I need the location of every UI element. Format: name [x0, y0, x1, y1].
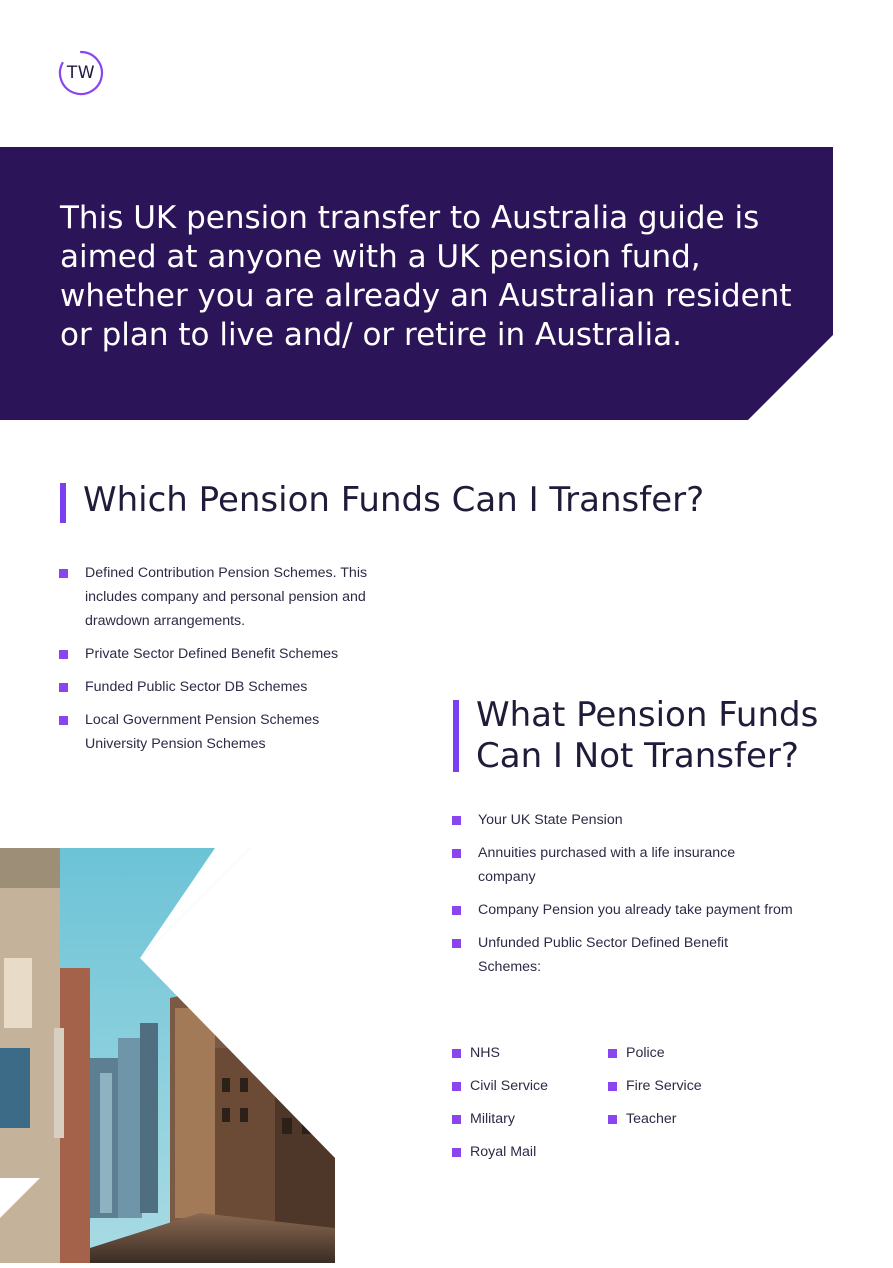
bullet-square-icon — [452, 1082, 461, 1091]
bullet-square-icon — [452, 849, 461, 858]
bullet-square-icon — [608, 1049, 617, 1058]
transfer-heading: Which Pension Funds Can I Transfer? — [83, 480, 704, 521]
public-sector-list-left — [452, 1041, 592, 1173]
list-item: Private Sector Defined Benefit Schemes — [59, 642, 409, 666]
banner-text: This UK pension transfer to Australia guide is aimed at anyone with a UK pension fund, whether you are already an Australian resident or plan to live and/ or retire in Australia. — [60, 200, 792, 353]
bullet-square-icon — [452, 1115, 461, 1124]
bullet-square-icon — [59, 650, 68, 659]
list-item: Unfunded Public Sector Defined Benefit Schemes: — [452, 931, 778, 979]
bullet-square-icon — [608, 1082, 617, 1091]
city-street-image — [0, 848, 335, 1263]
list-item: Local Government Pension Schemes University Pension Schemes — [59, 708, 345, 756]
public-sector-list-right — [608, 1041, 748, 1140]
list-item: Civil Service — [452, 1074, 592, 1098]
sydney-street-photo — [0, 848, 335, 1263]
list-item: Royal Mail — [452, 1140, 592, 1164]
bullet-square-icon — [608, 1115, 617, 1124]
list-item: Fire Service — [608, 1074, 748, 1098]
bullet-square-icon — [59, 569, 68, 578]
bullet-square-icon — [452, 906, 461, 915]
bullet-square-icon — [59, 716, 68, 725]
bullet-square-icon — [59, 683, 68, 692]
bullet-square-icon — [452, 1049, 461, 1058]
list-item: Your UK State Pension — [452, 808, 792, 832]
bullet-square-icon — [452, 816, 461, 825]
list-item: Police — [608, 1041, 748, 1065]
intro-banner — [0, 147, 833, 420]
transfer-list — [59, 561, 409, 765]
tw-logo — [58, 50, 104, 96]
list-item: Funded Public Sector DB Schemes — [59, 675, 409, 699]
heading-accent-bar — [453, 700, 459, 772]
list-item: Teacher — [608, 1107, 748, 1131]
not-transfer-list — [452, 808, 792, 988]
list-item: NHS — [452, 1041, 592, 1065]
bullet-square-icon — [452, 1148, 461, 1157]
list-item: Company Pension you already take payment from — [452, 898, 798, 922]
not-transfer-heading: What Pension Funds Can I Not Transfer? — [476, 695, 856, 777]
list-item: Defined Contribution Pension Schemes. This includes company and personal pension and drawdown arrangements. — [59, 561, 409, 633]
bullet-square-icon — [452, 939, 461, 948]
heading-accent-bar — [60, 483, 66, 523]
list-item: Annuities purchased with a life insurance company — [452, 841, 768, 889]
logo-text: TW — [66, 63, 96, 83]
list-item: Military — [452, 1107, 592, 1131]
